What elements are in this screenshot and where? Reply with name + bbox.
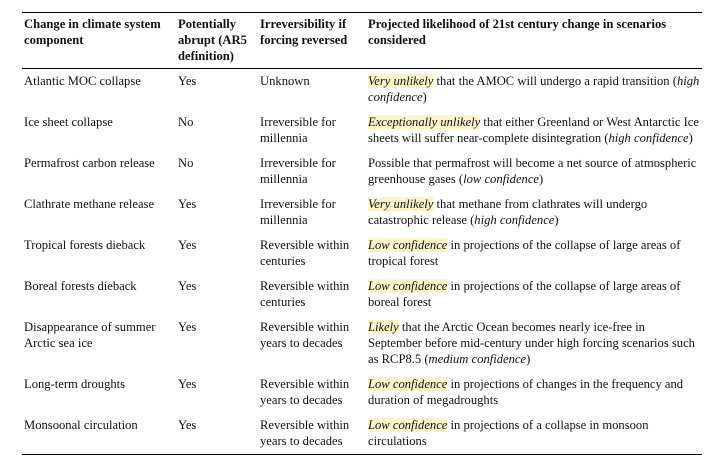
header-irreversibility: Irreversibility if forcing reversed bbox=[260, 17, 348, 47]
likelihood-text: Possible that permafrost will become a net source of atmospheric greenhouse gases ( bbox=[368, 156, 697, 186]
likelihood-text: in projections of changes in the frequency and duration of megadroughts bbox=[368, 377, 684, 407]
likelihood-close: ) bbox=[422, 90, 427, 104]
likelihood-highlight: Very unlikely bbox=[368, 74, 434, 88]
cell-component: Monsoonal circulation bbox=[24, 418, 138, 432]
cell-irreversibility: Irreversible for millennia bbox=[260, 197, 336, 227]
confidence-level: high confidence bbox=[608, 131, 689, 145]
cell-component: Clathrate methane release bbox=[24, 197, 155, 211]
likelihood-text: that either Greenland or West Antarctic Ice sheets will suffer near-complete disintegration ( bbox=[368, 115, 699, 145]
cell-likelihood bbox=[366, 413, 702, 455]
table-body bbox=[22, 69, 702, 455]
table-row bbox=[22, 372, 702, 413]
cell-component: Atlantic MOC collapse bbox=[24, 74, 141, 88]
cell-abrupt: No bbox=[178, 156, 194, 170]
table-row bbox=[22, 413, 702, 455]
likelihood-text: that the Arctic Ocean becomes nearly ice-free in September before mid-century under high forcing scenarios such as RCP8.5 ( bbox=[368, 320, 695, 366]
cell-likelihood bbox=[366, 192, 702, 233]
cell-likelihood bbox=[366, 233, 702, 274]
likelihood-highlight: Very unlikely bbox=[368, 197, 434, 211]
cell-irreversibility: Reversible within years to decades bbox=[260, 377, 350, 407]
cell-irreversibility: Reversible within centuries bbox=[260, 238, 350, 268]
likelihood-text: in projections of a collapse in monsoon circulations bbox=[368, 418, 649, 448]
cell-component: Permafrost carbon release bbox=[24, 156, 155, 170]
cell-irreversibility: Unknown bbox=[260, 74, 310, 88]
cell-component: Tropical forests dieback bbox=[24, 238, 146, 252]
confidence-level: low confidence bbox=[463, 172, 540, 186]
cell-likelihood bbox=[366, 372, 702, 413]
cell-likelihood bbox=[366, 151, 702, 192]
cell-likelihood bbox=[366, 110, 702, 151]
likelihood-highlight: Low confidence bbox=[368, 418, 448, 432]
cell-abrupt: Yes bbox=[178, 377, 197, 391]
cell-abrupt: Yes bbox=[178, 74, 197, 88]
table-row bbox=[22, 315, 702, 372]
confidence-level: high confidence bbox=[368, 74, 700, 104]
likelihood-highlight: Exceptionally unlikely bbox=[368, 115, 481, 129]
likelihood-text: that the AMOC will undergo a rapid transition ( bbox=[433, 74, 677, 88]
cell-likelihood bbox=[366, 315, 702, 372]
cell-irreversibility: Reversible within years to decades bbox=[260, 418, 350, 448]
header-row bbox=[22, 13, 702, 69]
likelihood-highlight: Low confidence bbox=[368, 238, 448, 252]
likelihood-close: ) bbox=[539, 172, 544, 186]
cell-component: Disappearance of summer Arctic sea ice bbox=[24, 320, 156, 350]
likelihood-highlight: Likely bbox=[368, 320, 399, 334]
cell-abrupt: Yes bbox=[178, 418, 197, 432]
table-row bbox=[22, 233, 702, 274]
cell-abrupt: No bbox=[178, 115, 194, 129]
cell-likelihood bbox=[366, 69, 702, 111]
header-component: Change in climate system component bbox=[24, 17, 161, 47]
table-row bbox=[22, 151, 702, 192]
likelihood-text: in projections of the collapse of large areas of boreal forest bbox=[368, 279, 681, 309]
table-row bbox=[22, 192, 702, 233]
likelihood-highlight: Low confidence bbox=[368, 279, 448, 293]
header-likelihood: Projected likelihood of 21st century change in scenarios considered bbox=[368, 17, 667, 47]
cell-component: Long-term droughts bbox=[24, 377, 126, 391]
likelihood-close: ) bbox=[688, 131, 693, 145]
cell-component: Ice sheet collapse bbox=[24, 115, 113, 129]
likelihood-text: that methane from clathrates will undergo catastrophic release ( bbox=[368, 197, 648, 227]
table-row bbox=[22, 110, 702, 151]
likelihood-close: ) bbox=[554, 213, 559, 227]
cell-likelihood bbox=[366, 274, 702, 315]
confidence-level: high confidence bbox=[474, 213, 555, 227]
climate-tipping-table bbox=[22, 12, 702, 455]
cell-abrupt: Yes bbox=[178, 320, 197, 334]
cell-irreversibility: Reversible within centuries bbox=[260, 279, 350, 309]
cell-irreversibility: Reversible within years to decades bbox=[260, 320, 350, 350]
table-row bbox=[22, 69, 702, 111]
likelihood-text: in projections of the collapse of large areas of tropical forest bbox=[368, 238, 681, 268]
cell-irreversibility: Irreversible for millennia bbox=[260, 115, 336, 145]
cell-irreversibility: Irreversible for millennia bbox=[260, 156, 336, 186]
cell-abrupt: Yes bbox=[178, 197, 197, 211]
cell-abrupt: Yes bbox=[178, 279, 197, 293]
cell-abrupt: Yes bbox=[178, 238, 197, 252]
confidence-level: medium confidence bbox=[428, 352, 527, 366]
header-abrupt: Potentially abrupt (AR5 definition) bbox=[178, 17, 247, 63]
likelihood-highlight: Low confidence bbox=[368, 377, 448, 391]
table-row bbox=[22, 274, 702, 315]
cell-component: Boreal forests dieback bbox=[24, 279, 137, 293]
likelihood-close: ) bbox=[526, 352, 531, 366]
